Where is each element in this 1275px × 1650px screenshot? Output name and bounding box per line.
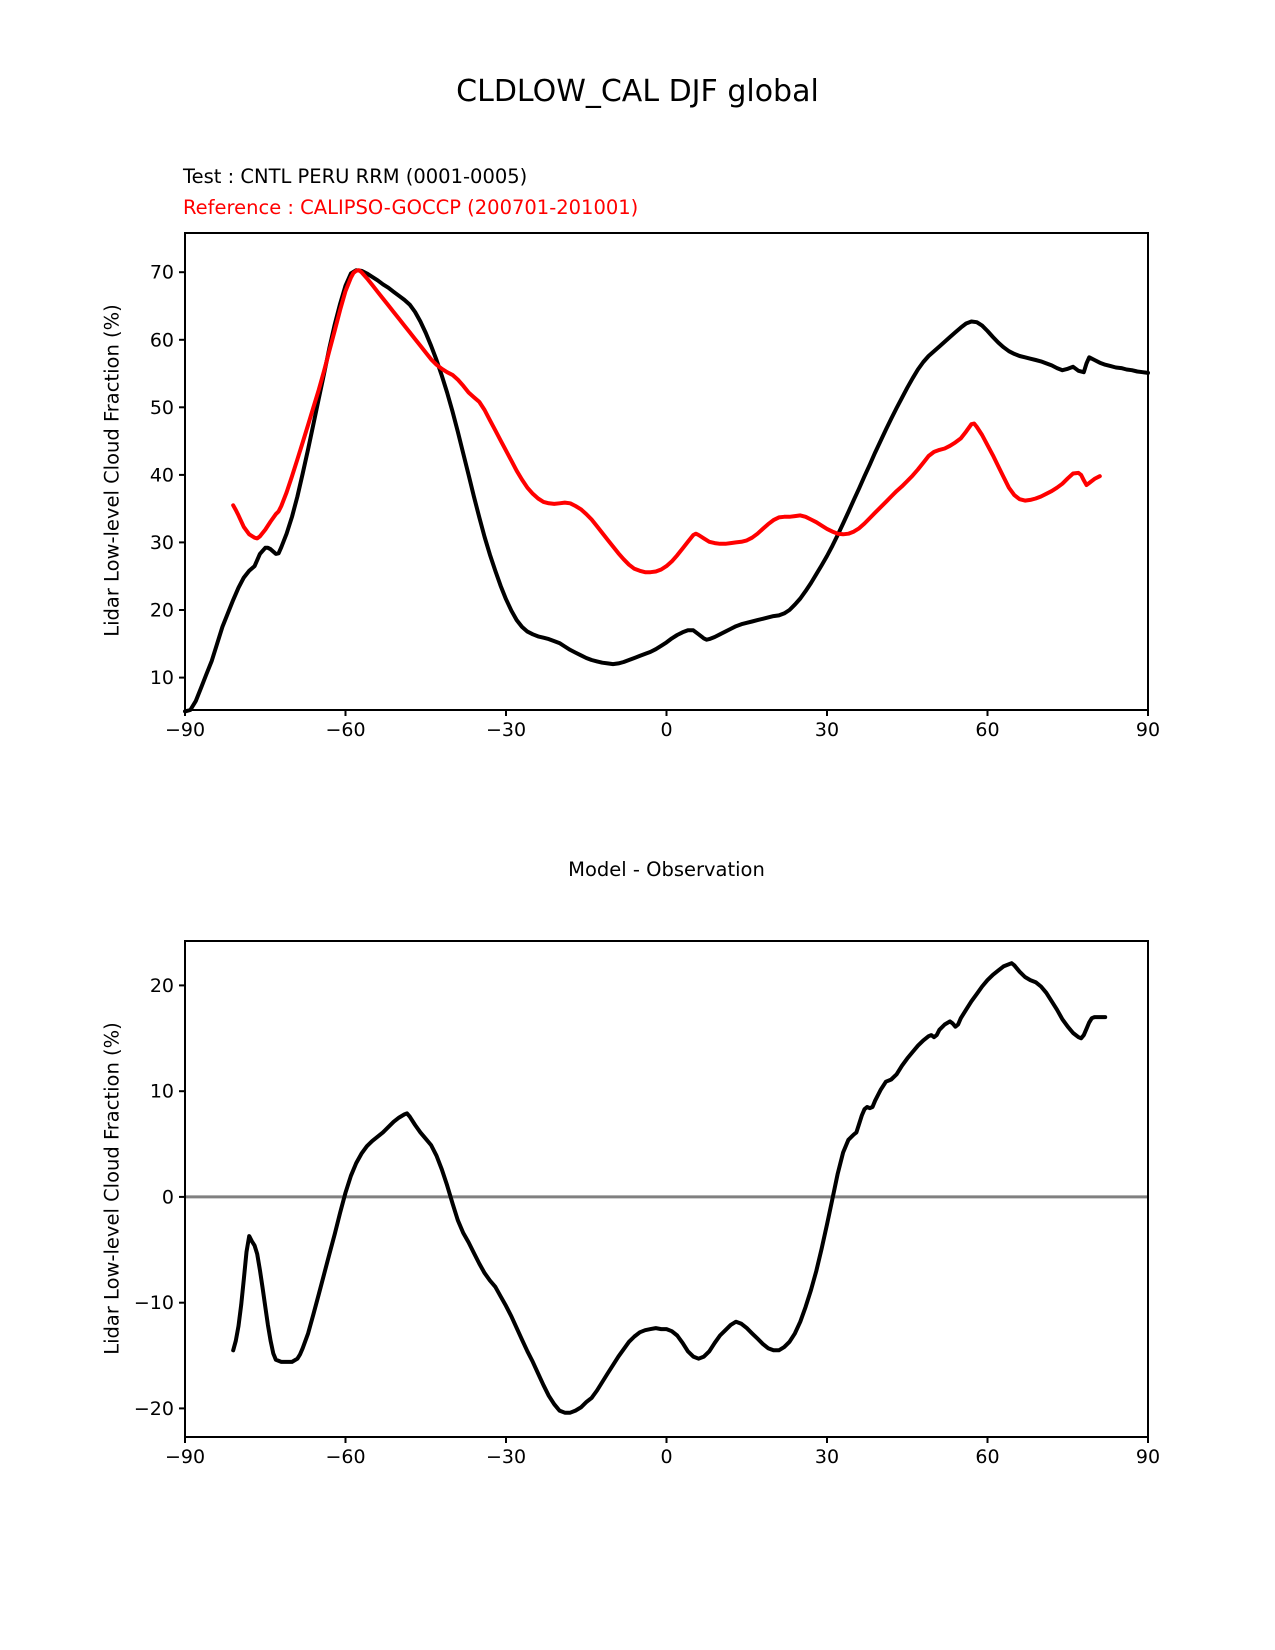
series-line-difference — [233, 963, 1105, 1412]
x-tick-label: 90 — [1135, 1446, 1161, 1468]
y-tick-label: 20 — [149, 974, 174, 997]
series-line-reference — [233, 270, 1100, 572]
top-chart-y-axis-label: Lidar Low-level Cloud Fraction (%) — [100, 304, 124, 637]
figure-title: CLDLOW_CAL DJF global — [456, 74, 819, 109]
y-tick-label: −10 — [133, 1292, 174, 1315]
x-tick-label: 0 — [660, 719, 673, 741]
x-tick-label: 90 — [1135, 719, 1161, 741]
bottom-chart-y-axis-label: Lidar Low-level Cloud Fraction (%) — [100, 1022, 124, 1355]
series-line-test — [185, 270, 1148, 711]
reference-label: Reference : CALIPSO-GOCCP (200701-201001) — [183, 196, 639, 219]
y-tick-label: 60 — [149, 329, 174, 352]
x-tick-label: −90 — [164, 1446, 206, 1468]
y-tick-label: 0 — [161, 1186, 174, 1209]
y-tick-label: 30 — [149, 531, 174, 554]
y-tick-label: 70 — [149, 261, 174, 284]
x-tick-label: −60 — [325, 719, 366, 741]
y-tick-label: −20 — [133, 1397, 174, 1420]
x-tick-label: 60 — [975, 719, 1000, 741]
x-tick-label: −30 — [485, 719, 527, 741]
y-tick-label: 50 — [149, 396, 174, 419]
bottom-chart — [134, 941, 1160, 1468]
x-tick-label: 0 — [660, 1446, 673, 1468]
bottom-chart-title: Model - Observation — [568, 858, 765, 881]
test-label: Test : CNTL PERU RRM (0001-0005) — [183, 165, 528, 188]
y-tick-label: 10 — [149, 1080, 174, 1103]
axes-spines — [185, 941, 1148, 1437]
x-tick-label: 30 — [814, 719, 840, 741]
x-tick-label: −90 — [164, 719, 206, 741]
y-tick-label: 10 — [149, 667, 174, 690]
top-chart — [150, 233, 1160, 741]
axes-spines — [185, 233, 1148, 710]
x-tick-label: −30 — [485, 1446, 527, 1468]
x-tick-label: 30 — [814, 1446, 840, 1468]
x-tick-label: −60 — [325, 1446, 366, 1468]
x-tick-label: 60 — [975, 1446, 1000, 1468]
y-tick-label: 40 — [149, 464, 174, 487]
y-tick-label: 20 — [149, 599, 174, 622]
